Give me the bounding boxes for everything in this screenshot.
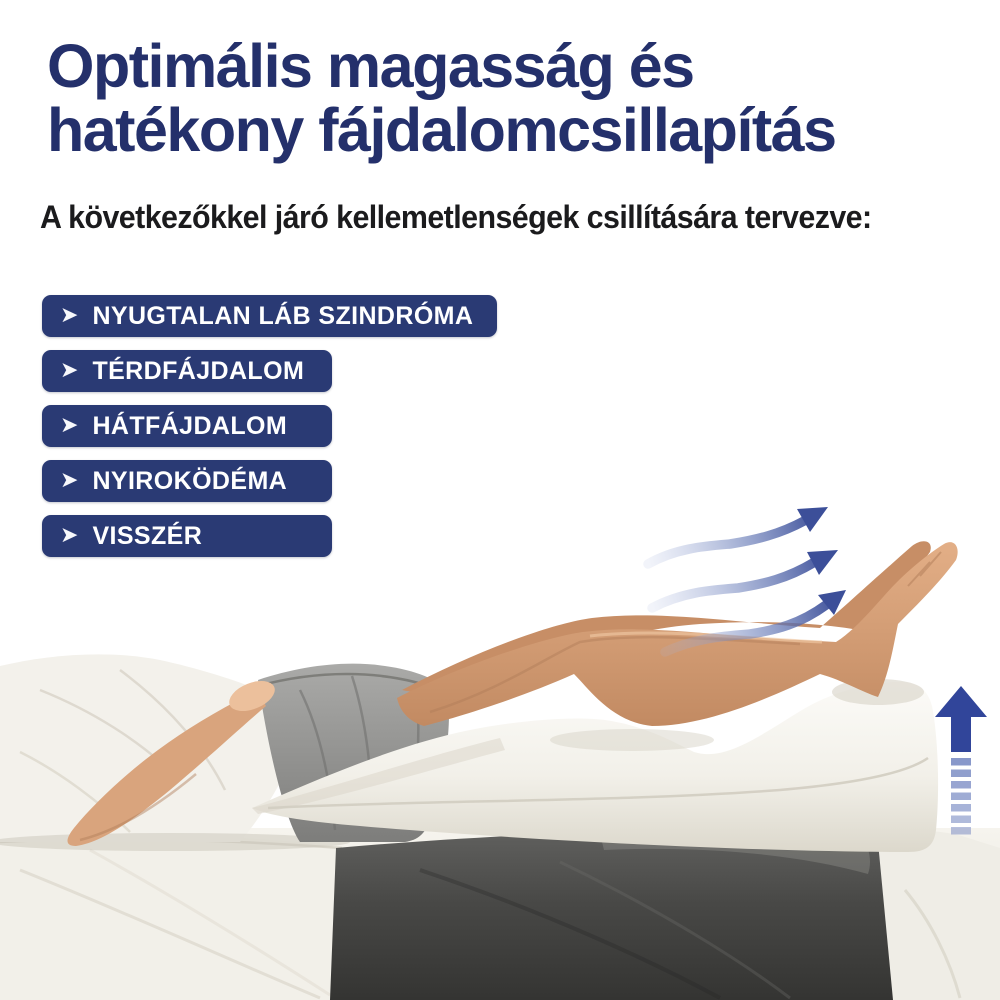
badge-label: HÁTFÁJDALOM: [92, 411, 288, 440]
mattress-drape: [0, 833, 345, 1000]
elevation-arrow-icon: [935, 686, 987, 835]
badge-knee-pain: [42, 350, 332, 392]
page-title: [47, 34, 977, 162]
product-photo: [0, 490, 1000, 1000]
airflow-arrows-icon: [648, 507, 846, 652]
page-title-line2: hatékony fájdalomcsillapítás: [47, 96, 836, 164]
badge-label: TÉRDFÁJDALOM: [92, 356, 305, 385]
arrow-right-icon: ➤: [60, 413, 79, 438]
page-title-line1: Optimális magasság és: [47, 32, 694, 100]
badge-label: NYIROKÖDÉMA: [92, 466, 288, 495]
arrow-right-icon: ➤: [60, 523, 79, 548]
bed: [0, 825, 1000, 1000]
badge-restless-leg: [42, 295, 497, 337]
arrow-right-icon: ➤: [60, 303, 79, 328]
bed-scene-illustration: [0, 490, 1000, 1000]
bed-sheet-corner: [878, 831, 1000, 1000]
badge-label: VISSZÉR: [92, 521, 203, 550]
badge-label: NYUGTALAN LÁB SZINDRÓMA: [92, 301, 474, 330]
arrow-right-icon: ➤: [60, 468, 79, 493]
badge-back-pain: [42, 405, 332, 447]
arrow-right-icon: ➤: [60, 358, 79, 383]
page-subtitle: A következőkkel járó kellemetlenségek csillítására tervezve:: [40, 199, 872, 235]
